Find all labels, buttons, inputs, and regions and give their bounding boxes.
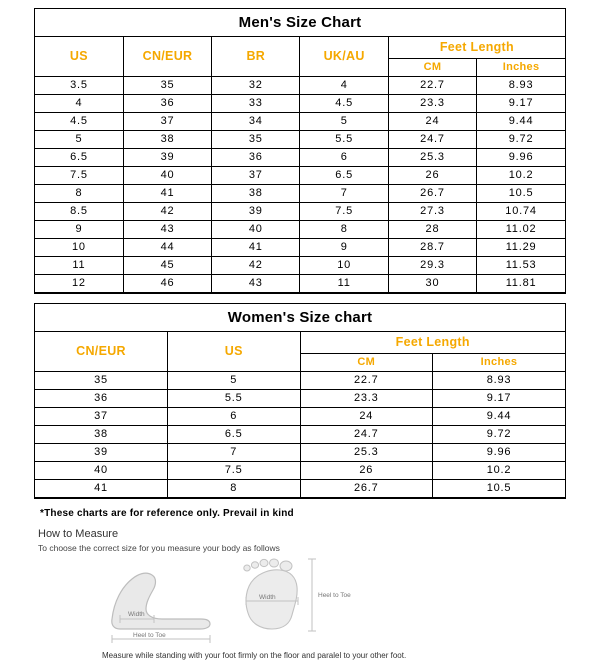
womens-size-chart-block bbox=[34, 303, 566, 499]
womens-table-body bbox=[35, 372, 565, 498]
table-cell: 35 bbox=[123, 77, 211, 95]
how-to-measure-title: How to Measure bbox=[38, 528, 119, 540]
table-cell: 11.02 bbox=[477, 221, 565, 239]
table-cell: 23.3 bbox=[388, 95, 476, 113]
side-heel-to-toe-label: Heel to Toe bbox=[133, 632, 166, 639]
table-cell: 37 bbox=[123, 113, 211, 131]
table-cell: 9.17 bbox=[433, 390, 566, 408]
foot-measurement-illustration bbox=[34, 557, 566, 649]
table-cell: 11 bbox=[35, 257, 123, 275]
table-cell: 7.5 bbox=[35, 167, 123, 185]
table-cell: 38 bbox=[35, 426, 168, 444]
table-cell: 39 bbox=[212, 203, 300, 221]
table-cell: 8 bbox=[35, 185, 123, 203]
mens-col-ukau: UK/AU bbox=[300, 37, 388, 77]
table-cell: 39 bbox=[123, 149, 211, 167]
table-cell: 6 bbox=[300, 149, 388, 167]
table-cell: 26 bbox=[388, 167, 476, 185]
table-cell: 44 bbox=[123, 239, 211, 257]
table-cell: 26 bbox=[300, 462, 433, 480]
reference-note: *These charts are for reference only. Prevail in kind bbox=[40, 508, 294, 519]
table-cell: 5.5 bbox=[168, 390, 301, 408]
table-row bbox=[35, 239, 565, 257]
table-row bbox=[35, 149, 565, 167]
table-cell: 22.7 bbox=[300, 372, 433, 390]
table-cell: 29.3 bbox=[388, 257, 476, 275]
table-cell: 25.3 bbox=[300, 444, 433, 462]
table-cell: 6.5 bbox=[168, 426, 301, 444]
table-cell: 9.72 bbox=[477, 131, 565, 149]
table-row bbox=[35, 390, 565, 408]
mens-size-table bbox=[35, 36, 565, 293]
womens-table-head bbox=[35, 332, 565, 372]
table-cell: 39 bbox=[35, 444, 168, 462]
table-cell: 11.29 bbox=[477, 239, 565, 257]
mens-table-head bbox=[35, 37, 565, 77]
table-cell: 11.53 bbox=[477, 257, 565, 275]
table-row bbox=[35, 480, 565, 498]
table-cell: 26.7 bbox=[300, 480, 433, 498]
table-cell: 8.5 bbox=[35, 203, 123, 221]
measure-footer-note: Measure while standing with your foot firmly on the floor and paralel to your other foot. bbox=[102, 651, 407, 660]
mens-col-feet-length: Feet Length bbox=[388, 37, 565, 59]
table-cell: 41 bbox=[35, 480, 168, 498]
table-cell: 6.5 bbox=[300, 167, 388, 185]
table-row bbox=[35, 257, 565, 275]
foot-top-view-icon bbox=[244, 559, 351, 631]
table-cell: 4 bbox=[35, 95, 123, 113]
table-cell: 9.72 bbox=[433, 426, 566, 444]
mens-col-cneur: CN/EUR bbox=[123, 37, 211, 77]
womens-chart-title: Women's Size chart bbox=[227, 309, 373, 326]
top-heel-to-toe-label: Heel to Toe bbox=[318, 592, 351, 599]
table-cell: 10.74 bbox=[477, 203, 565, 221]
womens-header-row-1 bbox=[35, 332, 565, 354]
table-cell: 25.3 bbox=[388, 149, 476, 167]
table-cell: 28.7 bbox=[388, 239, 476, 257]
mens-header-row-1 bbox=[35, 37, 565, 59]
table-cell: 7 bbox=[168, 444, 301, 462]
table-cell: 43 bbox=[123, 221, 211, 239]
table-cell: 4 bbox=[300, 77, 388, 95]
table-cell: 10.2 bbox=[433, 462, 566, 480]
table-row bbox=[35, 221, 565, 239]
table-cell: 24.7 bbox=[300, 426, 433, 444]
table-cell: 34 bbox=[212, 113, 300, 131]
table-cell: 35 bbox=[35, 372, 168, 390]
mens-col-cm: CM bbox=[388, 59, 476, 77]
table-row bbox=[35, 167, 565, 185]
table-cell: 9.44 bbox=[477, 113, 565, 131]
table-cell: 23.3 bbox=[300, 390, 433, 408]
table-cell: 10.5 bbox=[433, 480, 566, 498]
table-cell: 46 bbox=[123, 275, 211, 293]
side-width-label: Width bbox=[128, 611, 145, 618]
table-cell: 9.44 bbox=[433, 408, 566, 426]
table-cell: 9 bbox=[300, 239, 388, 257]
table-cell: 40 bbox=[212, 221, 300, 239]
table-cell: 10 bbox=[300, 257, 388, 275]
table-cell: 8.93 bbox=[433, 372, 566, 390]
table-row bbox=[35, 185, 565, 203]
table-cell: 33 bbox=[212, 95, 300, 113]
mens-size-chart-block bbox=[34, 8, 566, 294]
table-cell: 8.93 bbox=[477, 77, 565, 95]
table-cell: 5 bbox=[300, 113, 388, 131]
womens-col-cm: CM bbox=[300, 354, 433, 372]
mens-chart-title: Men's Size Chart bbox=[238, 14, 362, 31]
mens-table-body bbox=[35, 77, 565, 293]
table-cell: 32 bbox=[212, 77, 300, 95]
table-cell: 26.7 bbox=[388, 185, 476, 203]
table-cell: 40 bbox=[123, 167, 211, 185]
table-cell: 6.5 bbox=[35, 149, 123, 167]
womens-col-us: US bbox=[168, 332, 301, 372]
mens-col-inches: Inches bbox=[477, 59, 565, 77]
table-cell: 41 bbox=[212, 239, 300, 257]
top-width-label: Width bbox=[259, 594, 276, 601]
foot-side-view-icon bbox=[112, 573, 210, 643]
table-cell: 43 bbox=[212, 275, 300, 293]
table-cell: 7.5 bbox=[168, 462, 301, 480]
measure-diagram bbox=[34, 557, 566, 660]
table-row bbox=[35, 275, 565, 293]
table-cell: 36 bbox=[35, 390, 168, 408]
table-cell: 5 bbox=[35, 131, 123, 149]
table-cell: 41 bbox=[123, 185, 211, 203]
table-cell: 37 bbox=[212, 167, 300, 185]
table-cell: 5.5 bbox=[300, 131, 388, 149]
table-row bbox=[35, 113, 565, 131]
table-cell: 38 bbox=[123, 131, 211, 149]
table-cell: 35 bbox=[212, 131, 300, 149]
table-cell: 24 bbox=[300, 408, 433, 426]
table-cell: 8 bbox=[168, 480, 301, 498]
womens-col-feet-length: Feet Length bbox=[300, 332, 565, 354]
table-row bbox=[35, 95, 565, 113]
table-cell: 9 bbox=[35, 221, 123, 239]
table-cell: 10.2 bbox=[477, 167, 565, 185]
table-cell: 4.5 bbox=[300, 95, 388, 113]
table-cell: 36 bbox=[212, 149, 300, 167]
how-to-measure-subtitle: To choose the correct size for you measure your body as follows bbox=[38, 543, 280, 553]
womens-col-cneur: CN/EUR bbox=[35, 332, 168, 372]
table-cell: 7.5 bbox=[300, 203, 388, 221]
table-cell: 40 bbox=[35, 462, 168, 480]
womens-size-table bbox=[35, 331, 565, 498]
table-cell: 3.5 bbox=[35, 77, 123, 95]
table-cell: 10.5 bbox=[477, 185, 565, 203]
table-cell: 22.7 bbox=[388, 77, 476, 95]
chart-spacer bbox=[34, 294, 566, 303]
table-cell: 38 bbox=[212, 185, 300, 203]
mens-col-br: BR bbox=[212, 37, 300, 77]
table-cell: 8 bbox=[300, 221, 388, 239]
mens-col-us: US bbox=[35, 37, 123, 77]
table-cell: 9.96 bbox=[433, 444, 566, 462]
table-cell: 9.17 bbox=[477, 95, 565, 113]
table-cell: 45 bbox=[123, 257, 211, 275]
table-cell: 6 bbox=[168, 408, 301, 426]
table-cell: 28 bbox=[388, 221, 476, 239]
table-row bbox=[35, 426, 565, 444]
table-cell: 5 bbox=[168, 372, 301, 390]
table-cell: 37 bbox=[35, 408, 168, 426]
table-cell: 4.5 bbox=[35, 113, 123, 131]
table-row bbox=[35, 444, 565, 462]
table-cell: 24.7 bbox=[388, 131, 476, 149]
table-cell: 9.96 bbox=[477, 149, 565, 167]
table-cell: 7 bbox=[300, 185, 388, 203]
table-cell: 42 bbox=[123, 203, 211, 221]
table-cell: 11.81 bbox=[477, 275, 565, 293]
womens-col-inches: Inches bbox=[433, 354, 566, 372]
table-cell: 24 bbox=[388, 113, 476, 131]
table-row bbox=[35, 372, 565, 390]
table-cell: 27.3 bbox=[388, 203, 476, 221]
table-cell: 36 bbox=[123, 95, 211, 113]
table-row bbox=[35, 77, 565, 95]
table-cell: 11 bbox=[300, 275, 388, 293]
table-cell: 30 bbox=[388, 275, 476, 293]
table-row bbox=[35, 203, 565, 221]
table-row bbox=[35, 131, 565, 149]
table-row bbox=[35, 408, 565, 426]
table-row bbox=[35, 462, 565, 480]
table-cell: 12 bbox=[35, 275, 123, 293]
table-cell: 10 bbox=[35, 239, 123, 257]
table-cell: 42 bbox=[212, 257, 300, 275]
